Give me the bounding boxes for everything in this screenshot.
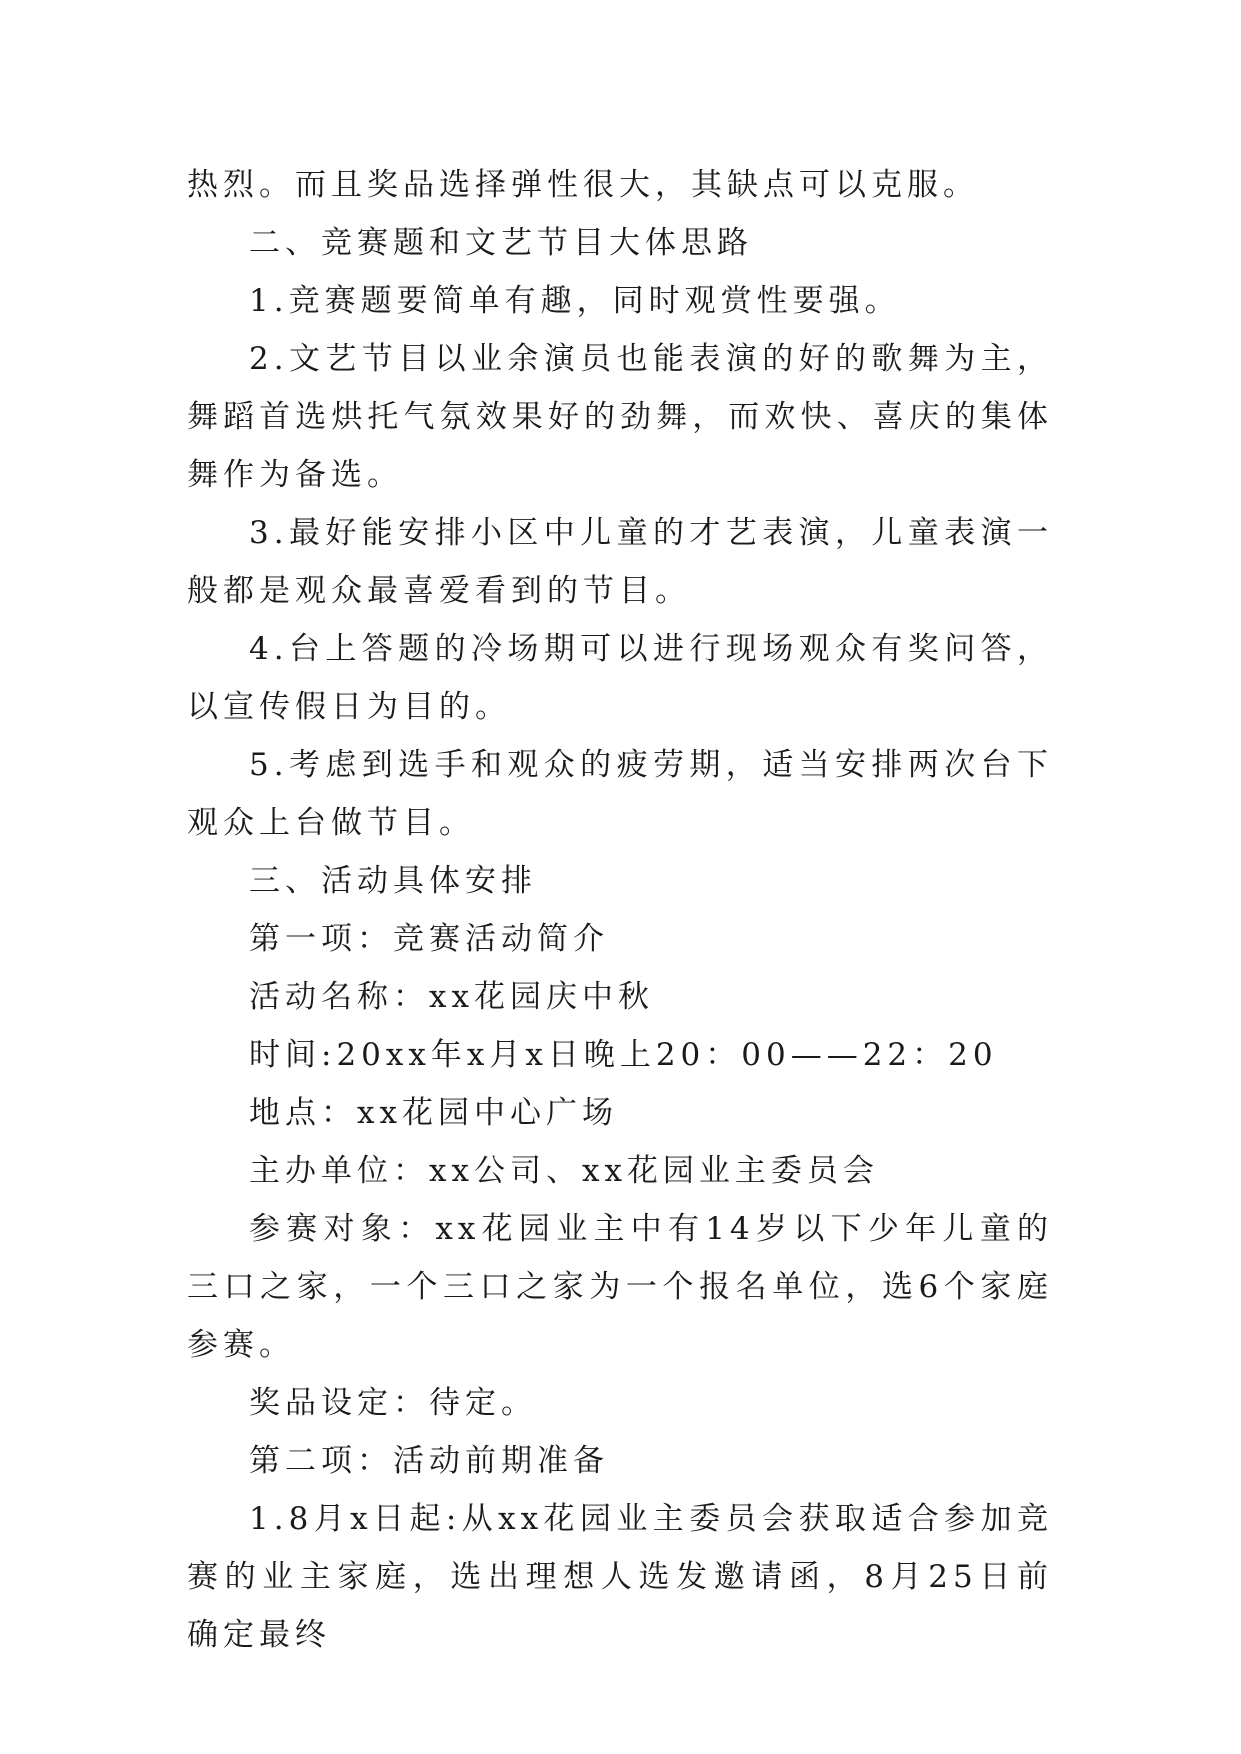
paragraph: 参赛对象：xx花园业主中有14岁以下少年儿童的三口之家，一个三口之家为一个报名单位，选6个家庭参赛。: [187, 1211, 1053, 1363]
paragraph: 5.考虑到选手和观众的疲劳期，适当安排两次台下观众上台做节目。: [187, 747, 1053, 841]
paragraph: 第一项：竞赛活动简介: [249, 921, 609, 957]
paragraph: 1.8月x日起:从xx花园业主委员会获取适合参加竞赛的业主家庭，选出理想人选发邀请函，8月25日前确定最终: [187, 1501, 1053, 1653]
paragraph: 1.竞赛题要简单有趣，同时观赏性要强。: [249, 283, 901, 319]
paragraph: 地点：xx花园中心广场: [249, 1095, 618, 1131]
paragraph: 热烈。而且奖品选择弹性很大，其缺点可以克服。: [187, 167, 979, 203]
paragraph: 第二项：活动前期准备: [249, 1443, 609, 1479]
paragraph: 活动名称：xx花园庆中秋: [249, 979, 654, 1015]
paragraph: 时间:20xx年x月x日晚上20：00——22：20: [249, 1037, 998, 1073]
paragraph: 3.最好能安排小区中儿童的才艺表演，儿童表演一般都是观众最喜爱看到的节目。: [187, 515, 1053, 609]
paragraph: 主办单位：xx公司、xx花园业主委员会: [249, 1153, 879, 1189]
paragraph: 2.文艺节目以业余演员也能表演的好的歌舞为主，舞蹈首选烘托气氛效果好的劲舞，而欢快、喜庆的集体舞作为备选。: [187, 341, 1053, 493]
section-heading: 二、竞赛题和文艺节目大体思路: [249, 225, 753, 261]
paragraph: 4.台上答题的冷场期可以进行现场观众有奖问答，以宣传假日为目的。: [187, 631, 1053, 725]
section-heading: 三、活动具体安排: [249, 863, 537, 899]
paragraph: 奖品设定：待定。: [249, 1385, 537, 1421]
document-body: [187, 156, 1053, 1664]
